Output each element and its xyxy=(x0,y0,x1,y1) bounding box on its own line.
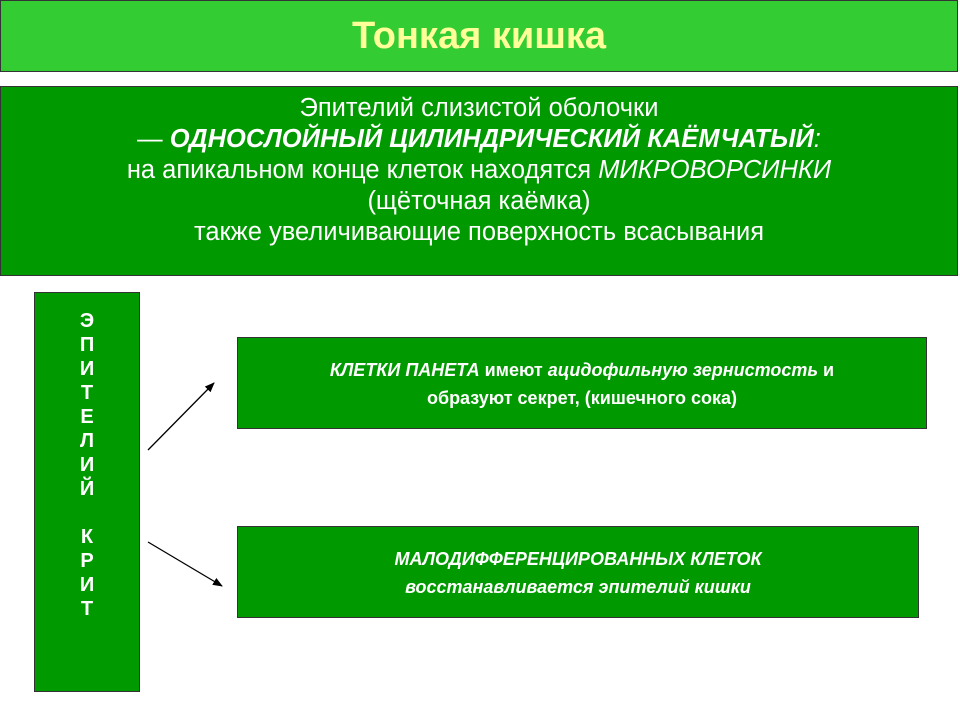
vertical-letter: Т xyxy=(80,598,94,620)
crypt-epithelium-label-box xyxy=(34,292,140,692)
vertical-letter: К xyxy=(80,526,94,548)
page-title: Тонкая кишка xyxy=(351,15,607,57)
arrow-up xyxy=(148,383,214,450)
paneth-cells-term: КЛЕТКИ ПАНЕТА xyxy=(329,360,480,380)
vertical-letter: Й xyxy=(79,478,95,500)
info-epithelium-type: ОДНОСЛОЙНЫЙ ЦИЛИНДРИЧЕСКИЙ КАЁМЧАТЫЙ xyxy=(169,125,814,153)
vertical-letter: Т xyxy=(80,382,94,404)
undiff-line-1: МАЛОДИФФЕРЕНЦИРОВАННЫХ КЛЕТОК xyxy=(394,549,762,569)
vertical-letter xyxy=(35,501,139,525)
undiff-line-2: восстанавливается эпителий кишки xyxy=(405,577,751,597)
vertical-letter: П xyxy=(79,334,95,356)
info-apical-text: на апикальном конце клеток находятся xyxy=(126,156,599,184)
paneth-line-2: образуют секрет, (кишечного сока) xyxy=(426,388,738,408)
vertical-letter: Л xyxy=(79,430,95,452)
info-microvilli: МИКРОВОРСИНКИ xyxy=(598,156,832,184)
epithelium-info-box xyxy=(0,86,958,276)
info-line-2 xyxy=(1,124,957,155)
title-banner xyxy=(0,0,958,72)
vertical-label xyxy=(35,309,139,621)
paneth-granularity: ацидофильную зернистость xyxy=(547,360,819,380)
vertical-letter: Э xyxy=(79,310,95,332)
paneth-text-has: имеют xyxy=(479,360,548,380)
info-line-3 xyxy=(1,155,957,186)
vertical-letter: Р xyxy=(80,550,94,572)
arrow-down xyxy=(148,542,222,586)
vertical-letter: И xyxy=(79,574,95,596)
info-line-1: Эпителий слизистой оболочки xyxy=(299,94,659,122)
vertical-letter: Е xyxy=(80,406,94,428)
vertical-letter: И xyxy=(79,358,95,380)
vertical-letter: И xyxy=(79,454,95,476)
info-line-4: (щёточная каёмка) xyxy=(367,187,591,215)
paneth-cells-card xyxy=(237,337,927,429)
info-line-5: также увеличивающие поверхность всасывания xyxy=(193,218,765,246)
paneth-line-1 xyxy=(238,356,926,384)
info-colon: : xyxy=(813,125,821,153)
undifferentiated-cells-card xyxy=(237,526,919,618)
paneth-text-and: и xyxy=(818,360,835,380)
info-dash: — xyxy=(137,125,170,153)
